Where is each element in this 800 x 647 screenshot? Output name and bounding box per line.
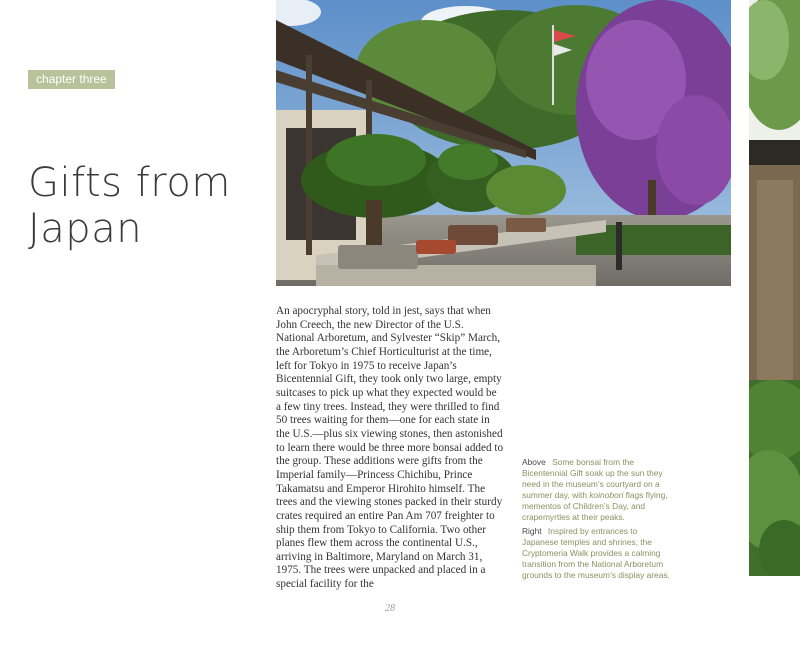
caption-above-lead: Above: [522, 457, 546, 467]
body-paragraph: An apocryphal story, told in jest, says that when John Creech, the new Director of the U.S. National Arboretum, and Sylvester “Skip” March, the Arboretum’s Chief Horticulturist at the time, left for Tokyo in 1975 to receive Japan’s Bicentennial Gift, they took only two large, empty suitcases to pick up what they expected would be a few tiny trees. Instead, they were thrilled to find 50 trees waiting for them—one for each state in the U.S.—plus six viewing stones, then astonished to learn there would be three more bonsai added to the group. These additions were gifts from the Imperial family—Princess Chichibu, Prince Takamatsu and Emperor Hirohito himself. The trees and the viewing stones packed in their sturdy crates required an entire Pan Am 707 freighter to ship them from Tokyo to California. Two other planes flew them across the continental U.S., arriving in Baltimore, Maryland on March 31, 1975. The trees were unpacked and placed in a special facility for the: [276, 305, 504, 591]
caption-right-text: Inspired by entrances to Japanese temples and shrines, the Cryptomeria Walk provides a calming transition from the National Arboretum grounds to the museum’s display areas.: [522, 526, 670, 580]
caption-above-italic: koinobori: [589, 489, 624, 500]
caption-above: [522, 457, 672, 522]
cryptomeria-walk-photo: [749, 0, 800, 576]
caption-above-text-2: flags flying, mementos of Children’s Day, and crapemyrtles at their peaks.: [522, 489, 668, 522]
chapter-label: chapter three: [28, 70, 115, 89]
page-number: 28: [385, 603, 395, 614]
title-line-2: Japan: [28, 206, 143, 252]
caption-right-lead: Right: [522, 526, 542, 536]
caption-above-text-1: Some bonsai from the Bicentennial Gift soak up the sun they need in the museum’s courtyard on a summer day, with: [522, 457, 663, 500]
caption-right: [522, 526, 672, 581]
title-line-1: Gifts from: [28, 160, 231, 206]
page-title: [28, 160, 231, 252]
bonsai-courtyard-photo: [276, 0, 731, 286]
